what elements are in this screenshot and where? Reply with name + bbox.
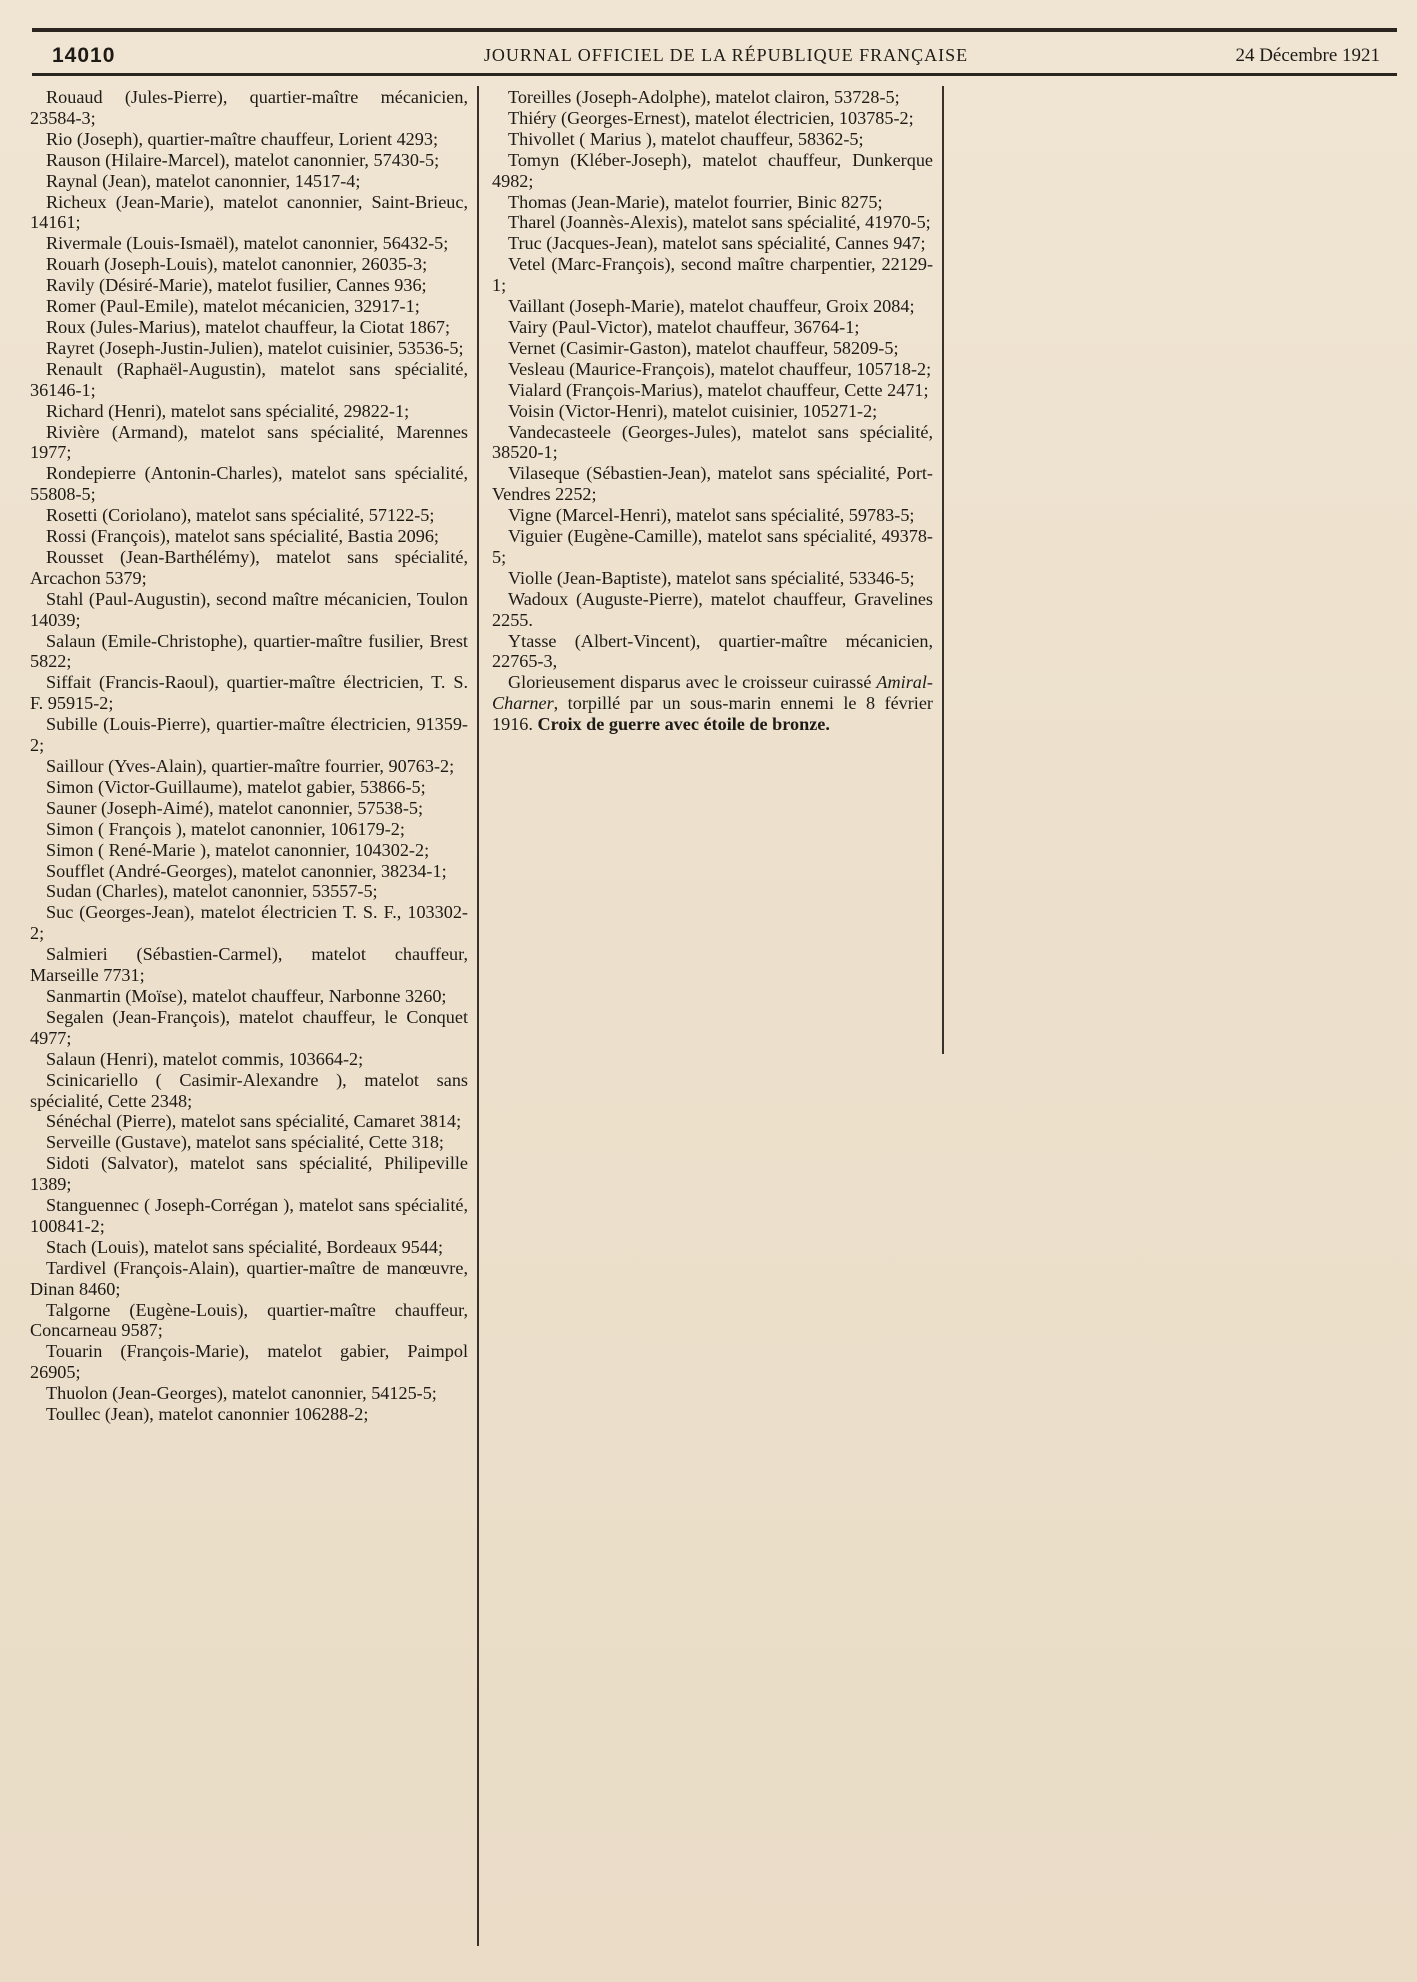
list-item: Rondepierre (Antonin-Charles), matelot sans spécialité, 55808-5; [30, 463, 468, 505]
top-rule [32, 28, 1397, 32]
list-item: Raynal (Jean), matelot canonnier, 14517-4; [46, 170, 361, 191]
list-item: Siffait (Francis-Raoul), quartier-maître électricien, T. S. F. 95915-2; [30, 672, 468, 714]
list-item: Vetel (Marc-François), second maître charpentier, 22129-1; [492, 254, 933, 296]
list-item: Vairy (Paul-Victor), matelot chauffeur, 36764-1; [508, 316, 860, 337]
closing-text-1: Glorieusement disparus avec le croisseur cuirassé [508, 672, 877, 693]
list-item: Sauner (Joseph-Aimé), matelot canonnier, 57538-5; [46, 797, 424, 818]
list-item: Soufflet (André-Georges), matelot canonnier, 38234-1; [46, 860, 447, 881]
list-item: Richard (Henri), matelot sans spécialité, 29822-1; [46, 400, 410, 421]
list-item: Rosetti (Coriolano), matelot sans spécialité, 57122-5; [46, 505, 435, 526]
page-header [52, 40, 1380, 74]
list-item: Roux (Jules-Marius), matelot chauffeur, la Ciotat 1867; [46, 316, 451, 337]
list-item: Sidoti (Salvator), matelot sans spécialité, Philipeville 1389; [30, 1153, 468, 1195]
list-item: Voisin (Victor-Henri), matelot cuisinier, 105271-2; [508, 400, 878, 421]
list-item: Rouaud (Jules-Pierre), quartier-maître mécanicien, 23584-3; [30, 87, 468, 128]
list-item: Sanmartin (Moïse), matelot chauffeur, Narbonne 3260; [46, 985, 447, 1006]
list-item: Salaun (Emile-Christophe), quartier-maître fusilier, Brest 5822; [30, 630, 468, 672]
column-middle [492, 87, 933, 735]
list-item: Stanguennec ( Joseph-Corrégan ), matelot sans spécialité, 100841-2; [30, 1195, 468, 1236]
column-middle-list [492, 87, 933, 672]
list-item: Thivollet ( Marius ), matelot chauffeur, 58362-5; [508, 128, 864, 149]
list-item: Vesleau (Maurice-François), matelot chauffeur, 105718-2; [508, 358, 932, 379]
list-item: Renault (Raphaël-Augustin), matelot sans spécialité, 36146-1; [30, 358, 468, 400]
list-item: Simon ( François ), matelot canonnier, 106179-2; [46, 818, 405, 839]
list-item: Tomyn (Kléber-Joseph), matelot chauffeur, Dunkerque 4982; [492, 149, 933, 191]
list-item: Tardivel (François-Alain), quartier-maître de manœuvre, Dinan 8460; [30, 1257, 468, 1299]
list-item: Vernet (Casimir-Gaston), matelot chauffeur, 58209-5; [508, 337, 899, 358]
list-item: Scinicariello ( Casimir-Alexandre ), matelot sans spécialité, Cette 2348; [30, 1069, 468, 1111]
list-item: Touarin (François-Marie), matelot gabier, Paimpol 26905; [30, 1341, 468, 1383]
list-item: Vialard (François-Marius), matelot chauffeur, Cette 2471; [508, 379, 929, 400]
list-item: Vilaseque (Sébastien-Jean), matelot sans spécialité, Port-Vendres 2252; [492, 463, 933, 505]
page-number: 14010 [52, 44, 116, 67]
list-item: Rayret (Joseph-Justin-Julien), matelot cuisinier, 53536-5; [46, 337, 464, 358]
closing-paragraph [492, 672, 933, 735]
list-item: Rivière (Armand), matelot sans spécialité, Marennes 1977; [30, 421, 468, 463]
list-item: Serveille (Gustave), matelot sans spécialité, Cette 318; [46, 1132, 444, 1153]
list-item: Subille (Louis-Pierre), quartier-maître électricien, 91359-2; [30, 714, 468, 756]
list-item: Romer (Paul-Emile), matelot mécanicien, 32917-1; [46, 296, 420, 317]
column-divider-right [942, 86, 944, 1054]
list-item: Rio (Joseph), quartier-maître chauffeur, Lorient 4293; [46, 128, 438, 149]
list-item: Viguier (Eugène-Camille), matelot sans spécialité, 49378-5; [492, 526, 933, 567]
list-item: Ravily (Désiré-Marie), matelot fusilier, Cannes 936; [46, 275, 427, 296]
list-item: Salmieri (Sébastien-Carmel), matelot chauffeur, Marseille 7731; [30, 944, 468, 986]
list-item: Saillour (Yves-Alain), quartier-maître fourrier, 90763-2; [46, 756, 455, 776]
list-item: Ytasse (Albert-Vincent), quartier-maître mécanicien, 22765-3, [492, 630, 933, 672]
list-item: Toreilles (Joseph-Adolphe), matelot clairon, 53728-5; [508, 87, 900, 107]
list-item: Salaun (Henri), matelot commis, 103664-2; [46, 1048, 364, 1069]
issue-date: 24 Décembre 1921 [1235, 45, 1380, 66]
list-item: Simon ( René-Marie ), matelot canonnier, 104302-2; [46, 839, 430, 860]
list-item: Wadoux (Auguste-Pierre), matelot chauffeur, Gravelines 2255. [492, 588, 933, 630]
list-item: Richeux (Jean-Marie), matelot canonnier, Saint-Brieuc, 14161; [30, 191, 468, 233]
list-item: Sénéchal (Pierre), matelot sans spécialité, Camaret 3814; [46, 1111, 462, 1132]
list-item: Rauson (Hilaire-Marcel), matelot canonnier, 57430-5; [46, 149, 440, 170]
list-item: Simon (Victor-Guillaume), matelot gabier, 53866-5; [46, 776, 426, 797]
list-item: Rousset (Jean-Barthélémy), matelot sans spécialité, Arcachon 5379; [30, 546, 468, 588]
closing-citation: Croix de guerre avec étoile de bronze. [537, 714, 830, 735]
list-item: Rivermale (Louis-Ismaël), matelot canonnier, 56432-5; [46, 233, 449, 254]
header-rule [32, 73, 1397, 76]
list-item: Talgorne (Eugène-Louis), quartier-maître chauffeur, Concarneau 9587; [30, 1299, 468, 1341]
list-item: Vigne (Marcel-Henri), matelot sans spécialité, 59783-5; [508, 505, 915, 526]
list-item: Segalen (Jean-François), matelot chauffeur, le Conquet 4977; [30, 1006, 468, 1048]
list-item: Rouarh (Joseph-Louis), matelot canonnier, 26035-3; [46, 254, 428, 275]
list-item: Sudan (Charles), matelot canonnier, 53557-5; [46, 881, 378, 902]
closing-text-2: , torpillé par un sous-marin ennemi le 8 février 1916. [492, 693, 933, 735]
list-item: Tharel (Joannès-Alexis), matelot sans spécialité, 41970-5; [508, 212, 931, 233]
list-item: Vandecasteele (Georges-Jules), matelot sans spécialité, 38520-1; [492, 421, 933, 463]
list-item: Truc (Jacques-Jean), matelot sans spécialité, Cannes 947; [508, 233, 926, 254]
list-item: Thomas (Jean-Marie), matelot fourrier, Binic 8275; [508, 191, 883, 212]
list-item: Rossi (François), matelot sans spécialité, Bastia 2096; [46, 526, 439, 547]
list-item: Stahl (Paul-Augustin), second maître mécanicien, Toulon 14039; [30, 588, 468, 630]
list-item: Thuolon (Jean-Georges), matelot canonnier, 54125-5; [46, 1383, 437, 1404]
journal-title: JOURNAL OFFICIEL DE LA RÉPUBLIQUE FRANÇAISE [483, 45, 969, 65]
ship-name: Amiral-Charner [492, 672, 933, 714]
list-item: Thiéry (Georges-Ernest), matelot électricien, 103785-2; [508, 107, 914, 128]
list-item: Suc (Georges-Jean), matelot électricien T. S. F., 103302-2; [30, 902, 468, 944]
list-item: Violle (Jean-Baptiste), matelot sans spécialité, 53346-5; [508, 567, 915, 588]
list-item: Toullec (Jean), matelot canonnier 106288-2; [46, 1404, 369, 1425]
list-item: Stach (Louis), matelot sans spécialité, Bordeaux 9544; [46, 1236, 443, 1257]
column-divider-left [477, 86, 479, 1946]
column-left [30, 87, 468, 1425]
list-item: Vaillant (Joseph-Marie), matelot chauffeur, Groix 2084; [508, 296, 915, 317]
